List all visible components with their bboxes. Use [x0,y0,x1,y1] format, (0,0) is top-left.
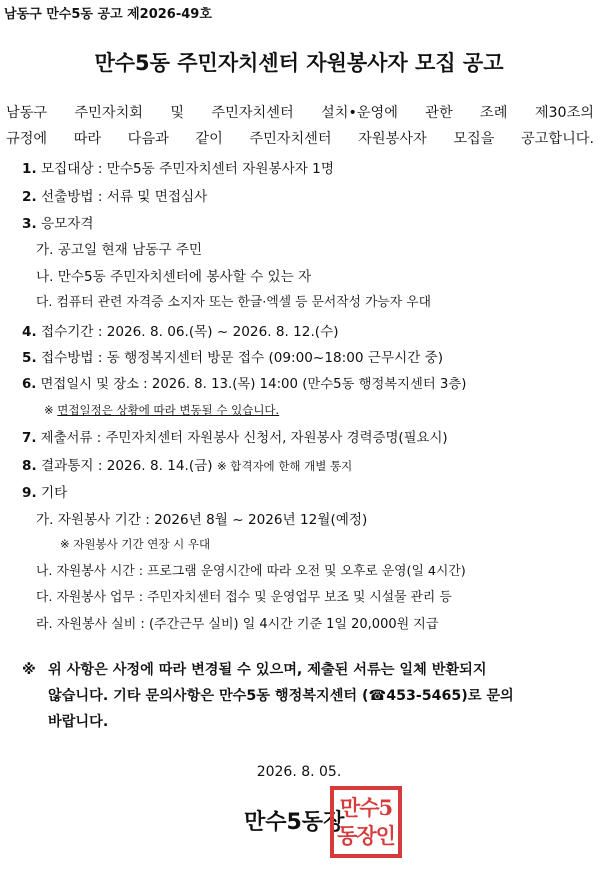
interview-note [44,402,279,418]
item-number: 6. [22,377,37,392]
seal-line: 동장인 [337,823,395,848]
item-label: 제출서류 [40,431,93,446]
page-title: 만수5동 주민자치센터 자원봉사자 모집 공고 [94,51,504,75]
item-application-method [22,346,443,366]
item-number: 7. [22,431,37,446]
item-label: 응모자격 [40,216,94,232]
item-number: 2. [22,189,37,205]
intro-paragraph [6,100,594,152]
other-sub-da: 다. 자원봉사 업무 : 주민자치센터 접수 및 운영업무 보조 및 시설물 관리 등 [36,590,452,605]
item-value: : 서류 및 면접심사 [97,189,208,205]
item-number: 5. [22,350,37,366]
item-value: : 2026. 8. 06.(목) ~ 2026. 8. 12.(수) [97,324,339,340]
item-result-notice [22,454,352,474]
item-label: 선출방법 [40,189,94,205]
document-number: 남동구 만수5동 공고 제2026-49호 [4,7,212,22]
item-recruit-target [22,157,334,177]
closing-line: 바랍니다. [48,714,109,730]
item-value: : 주민자치센터 자원봉사 신청서, 자원봉사 경력증명(필요시) [96,431,448,446]
other-sub-ra: 라. 자원봉사 실비 : (주간근무 실비) 일 4시간 기준 1일 20,000원 지급 [36,617,439,632]
other-sub-ga-note: ※ 자원봉사 기간 연장 시 우대 [60,537,211,551]
result-note: ※ 합격자에 한해 개별 통지 [216,459,353,473]
closing-mark: ※ [22,662,36,678]
item-qualification [22,212,93,232]
other-sub-na: 나. 자원봉사 시간 : 프로그램 운영시간에 따라 오전 및 오후로 운영(일 4시간) [36,564,466,579]
other-sub-ga: 가. 자원봉사 기간 : 2026년 8월 ~ 2026년 12월(예정) [36,512,368,528]
item-application-period [22,320,339,340]
item-number: 4. [22,324,37,340]
item-value: : 2026. 8. 14.(금) [97,458,213,474]
intro-line: 규정에 따라 다음과 같이 주민자치센터 자원봉사자 모집을 공고합니다. [6,131,594,147]
note-text: 면접일정은 상황에 따라 변동될 수 있습니다. [57,403,280,417]
qualification-sub-ga: 가. 공고일 현재 남동구 주민 [36,242,203,258]
closing-line: 않습니다. 기타 문의사항은 만수5동 행정복지센터 (☎453-5465)로 문의 [48,688,514,704]
item-number: 3. [22,216,37,232]
intro-line: 남동구 주민자치회 및 주민자치센터 설치•운영에 관한 조례 제30조의 [6,105,594,121]
item-label: 모집대상 [40,161,94,177]
item-number: 1. [22,161,37,177]
item-selection-method [22,185,207,205]
qualification-sub-na: 나. 만수5동 주민자치센터에 봉사할 수 있는 자 [36,269,312,285]
item-other [22,481,67,501]
signer-name: 만수5동장 [244,810,345,835]
seal-line: 만수5 [339,795,393,820]
item-label: 접수기간 [40,324,94,340]
item-interview-schedule [22,373,466,392]
item-documents [22,427,448,446]
item-label: 결과통지 [40,458,94,474]
item-value: : 2026. 8. 13.(목) 14:00 (만수5동 행정복지센터 3층) [143,377,467,392]
qualification-sub-da: 다. 컴퓨터 관련 자격증 소지자 또는 한글·엑셀 등 문서작성 가능자 우대 [36,295,431,310]
item-number: 8. [22,458,37,474]
official-seal [330,786,402,858]
item-label: 면접일시 및 장소 [40,377,139,392]
item-value: : 동 행정복지센터 방문 접수 (09:00~18:00 근무시간 중) [97,350,444,366]
item-label: 기타 [40,485,68,501]
item-value: : 만수5동 주민자치센터 자원봉사자 1명 [97,161,334,177]
item-number: 9. [22,485,37,501]
notice-date: 2026. 8. 05. [256,764,342,780]
item-label: 접수방법 [40,350,94,366]
note-mark: ※ [44,403,54,417]
closing-line: 위 사항은 사정에 따라 변경될 수 있으며, 제출된 서류는 일체 반환되지 [48,662,487,678]
closing-paragraph [22,657,590,735]
